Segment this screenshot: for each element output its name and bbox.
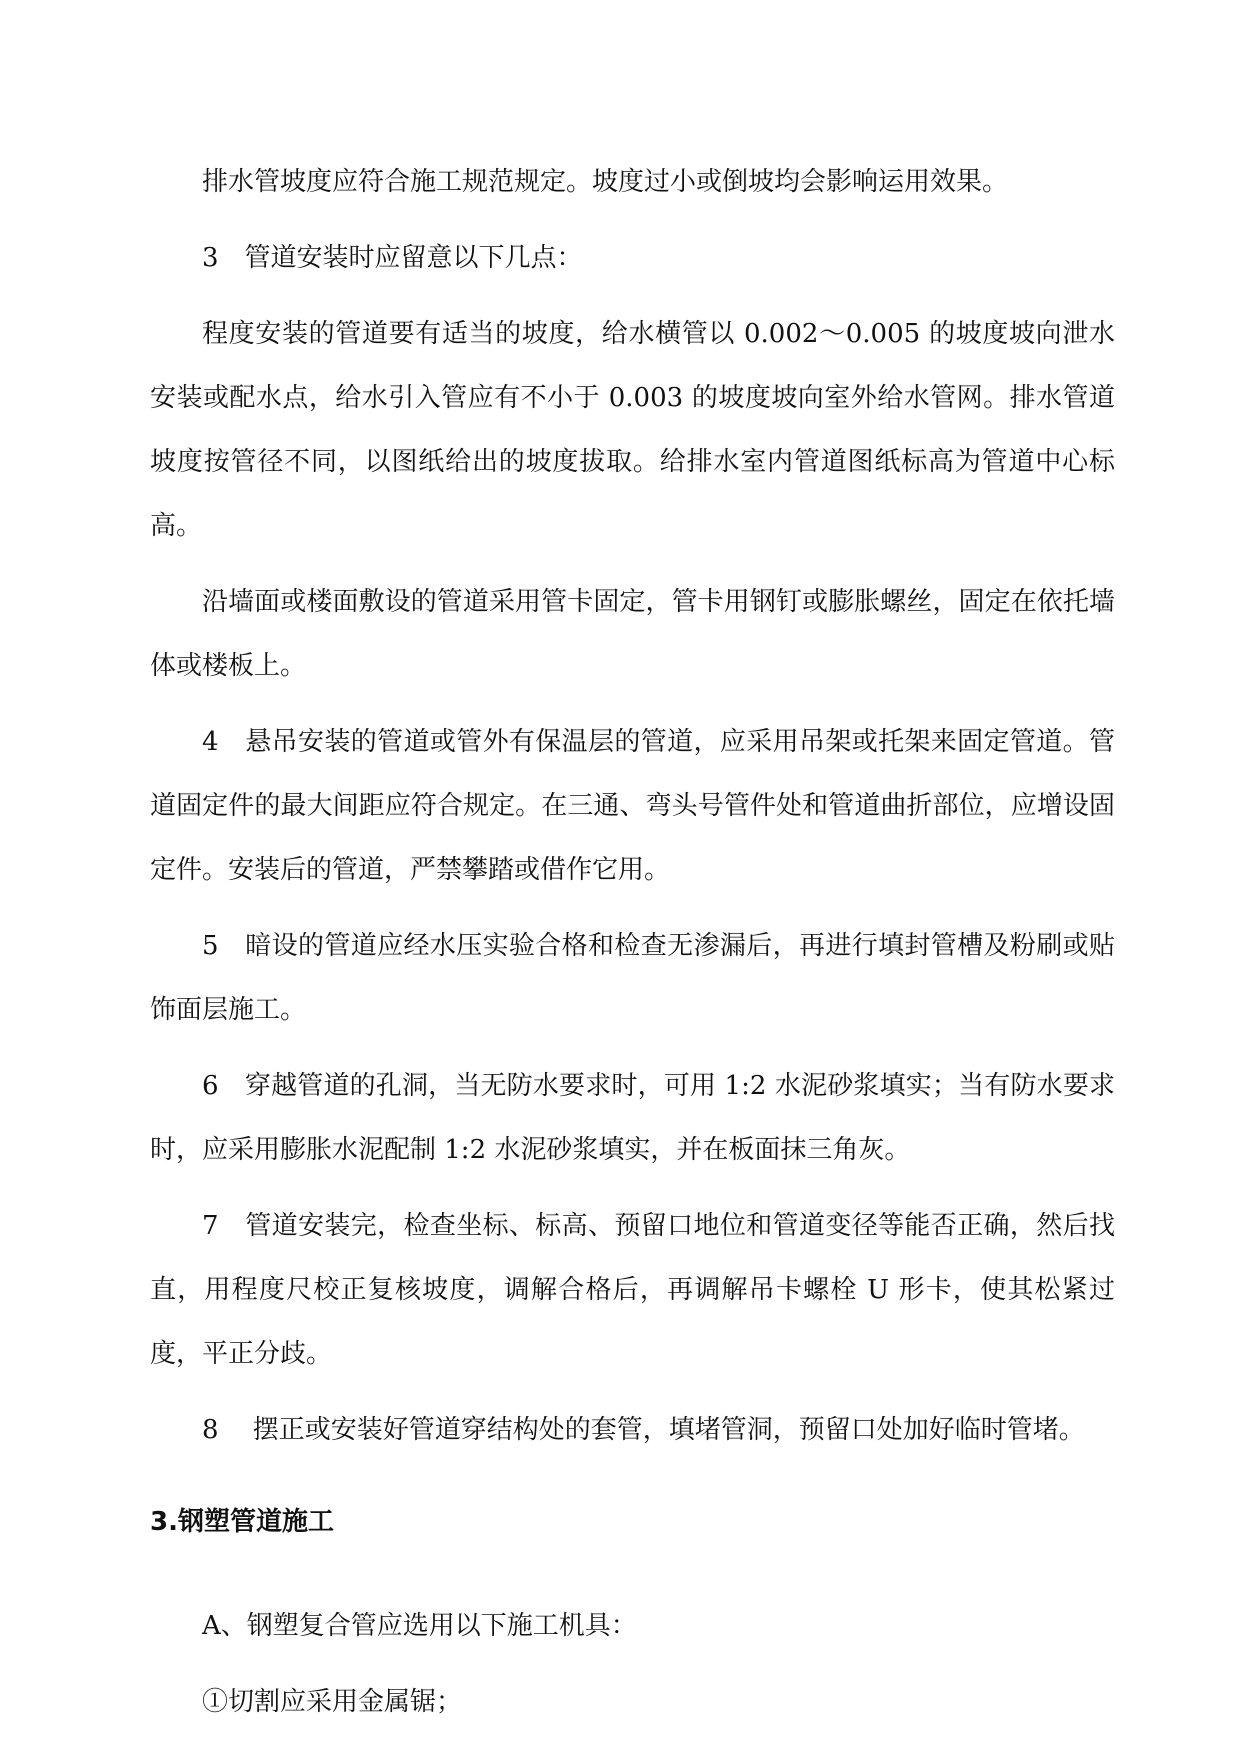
section-heading: 3.钢塑管道施工 (150, 1507, 334, 1537)
paragraph-item-3: 3 管道安装时应留意以下几点： (202, 243, 583, 273)
paragraph-drain-slope: 排水管坡度应符合施工规范规定。坡度过小或倒坡均会影响运用效果。 (202, 167, 1009, 197)
paragraph-item-7: 7 管道安装完，检查坐标、标高、预留口地位和管道变径等能否正确，然后找直，用程度尺校正复核坡度，调解合格后，再调解吊卡螺栓 U 形卡，使其松紧过度，平正分歧。 (150, 1211, 1115, 1369)
paragraph-horizontal-pipe-slope: 程度安装的管道要有适当的坡度，给水横管以 0.002～0.005 的坡度坡向泄水安装或配水点，给水引入管应有不小于 0.003 的坡度坡向室外给水管网。排水管道坡度按管径不同，以图纸给出的坡度拔取。给排水室内管道图纸标高为管道中心标高。 (150, 319, 1115, 541)
paragraph-item-8: 8 摆正或安装好管道穿结构处的套管，填堵管洞，预留口处加好临时管堵。 (202, 1415, 1085, 1445)
document-page (150, 150, 1115, 1734)
paragraph-tools-intro: A、钢塑复合管应选用以下施工机具： (202, 1611, 637, 1641)
paragraph-item-4: 4 悬吊安装的管道或管外有保温层的管道，应采用吊架或托架来固定管道。管道固定件的最大间距应符合规定。在三通、弯头号管件处和管道曲折部位，应增设固定件。安装后的管道，严禁攀踏或借作它用。 (150, 727, 1115, 885)
paragraph-pipe-clamp: 沿墙面或楼面敷设的管道采用管卡固定，管卡用钢钉或膨胀螺丝，固定在依托墙体或楼板上。 (150, 587, 1115, 681)
paragraph-item-5: 5 暗设的管道应经水压实验合格和检查无渗漏后，再进行填封管槽及粉刷或贴饰面层施工。 (150, 931, 1115, 1025)
paragraph-item-6: 6 穿越管道的孔洞，当无防水要求时，可用 1:2 水泥砂浆填实；当有防水要求时，应采用膨胀水泥配制 1:2 水泥砂浆填实，并在板面抹三角灰。 (150, 1071, 1115, 1165)
paragraph-tool-1: ①切割应采用金属锯； (202, 1687, 463, 1717)
